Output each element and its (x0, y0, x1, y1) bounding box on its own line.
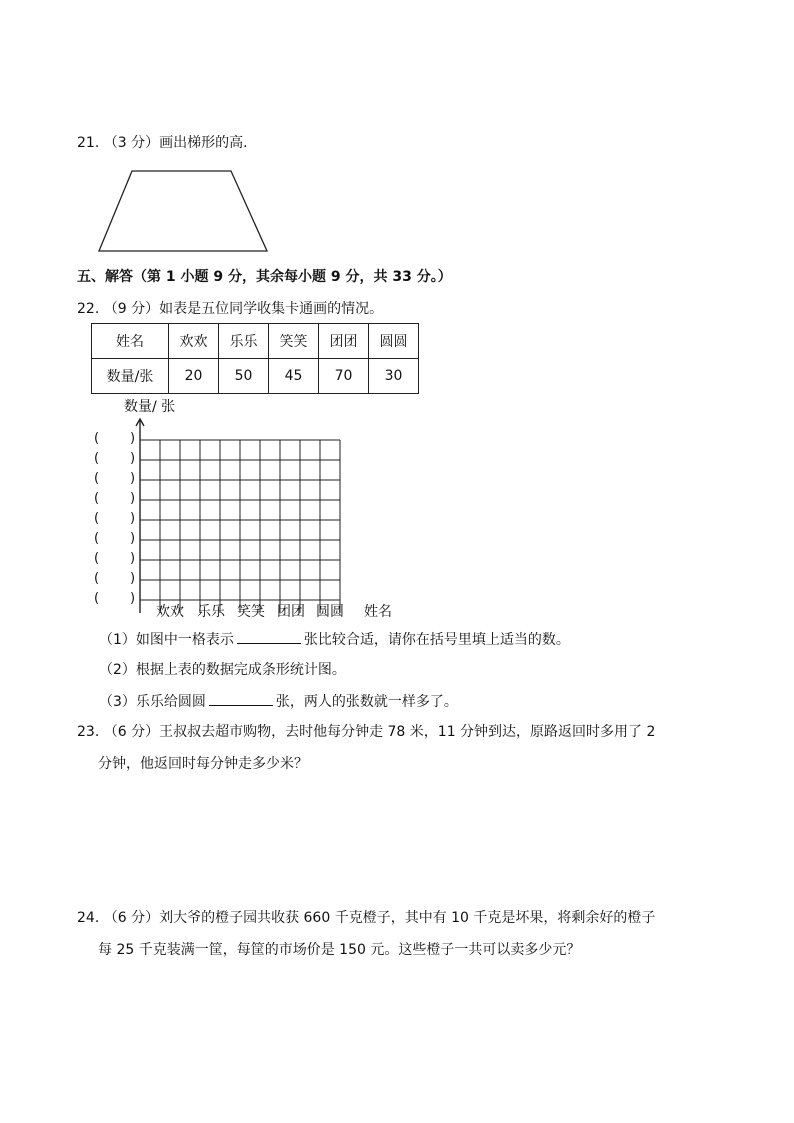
data-table (91, 323, 419, 394)
q22-text: 如表是五位同学收集卡通画的情况。 (159, 301, 384, 317)
q22-sub3-suffix: 张，两人的张数就一样多了。 (275, 694, 458, 710)
answer-blank[interactable] (237, 629, 301, 644)
table-cell-name: 乐乐 (219, 324, 269, 359)
x-axis-label: 姓名 (364, 604, 392, 620)
q22-score: （9 分） (103, 301, 160, 317)
x-category-label: 团团 (277, 604, 305, 620)
right-paren: ) (130, 591, 136, 606)
q22-sub3 (99, 691, 458, 712)
table-cell-name: 笑笑 (269, 324, 319, 359)
left-paren: ( (94, 431, 100, 446)
table-cell-name: 圆圆 (369, 324, 419, 359)
left-paren: ( (94, 531, 100, 546)
answer-blank[interactable] (209, 691, 273, 706)
section-title: 五、解答（第 1 小题 9 分，其余每小题 9 分，共 33 分。） (77, 269, 452, 285)
q24-number: 24. (77, 910, 100, 926)
left-paren: ( (94, 511, 100, 526)
right-paren: ) (130, 511, 136, 526)
right-paren: ) (130, 471, 136, 486)
q21-text: 画出梯形的高. (159, 135, 248, 151)
left-paren: ( (94, 491, 100, 506)
x-category-label: 圆圆 (316, 604, 344, 620)
trapezoid-figure (96, 166, 272, 256)
table-cell-name: 欢欢 (169, 324, 219, 359)
left-paren: ( (94, 571, 100, 586)
q21-line (77, 133, 248, 153)
q21-score: （3 分） (103, 135, 160, 151)
q23-number: 23. (77, 724, 100, 740)
x-category-label: 笑笑 (237, 604, 265, 620)
bar-chart-grid (128, 418, 373, 613)
q22-number: 22. (77, 301, 100, 317)
table-cell-value: 70 (319, 359, 369, 394)
right-paren: ) (130, 551, 136, 566)
q22-sub3-prefix: （3）乐乐给圆圆 (99, 694, 206, 710)
chart-y-label: 数量/ 张 (124, 399, 176, 415)
table-header-name: 姓名 (92, 324, 169, 359)
left-paren: ( (94, 471, 100, 486)
right-paren: ) (130, 451, 136, 466)
left-paren: ( (94, 551, 100, 566)
q24-text-1: 刘大爷的橙子园共收获 660 千克橙子，其中有 10 千克是坏果，将剩余好的橙子 (159, 910, 656, 926)
right-paren: ) (130, 531, 136, 546)
q22-sub1-prefix: （1）如图中一格表示 (99, 632, 234, 648)
right-paren: ) (130, 491, 136, 506)
q22-line (77, 299, 383, 319)
table-cell-name: 团团 (319, 324, 369, 359)
table-row-values (92, 359, 419, 394)
table-cell-value: 45 (269, 359, 319, 394)
x-category-label: 欢欢 (156, 604, 184, 620)
q24-score: （6 分） (103, 910, 160, 926)
table-cell-value: 30 (369, 359, 419, 394)
q23-line1 (77, 722, 655, 742)
x-category-label: 乐乐 (197, 604, 225, 620)
q22-sub1-suffix: 张比较合适，请你在括号里填上适当的数。 (303, 632, 570, 648)
left-paren: ( (94, 451, 100, 466)
table-cell-value: 20 (169, 359, 219, 394)
q21-number: 21. (77, 135, 100, 151)
table-header-value: 数量/张 (92, 359, 169, 394)
q23-line2: 分钟，他返回时每分钟走多少米？ (98, 756, 308, 772)
table-row-names (92, 324, 419, 359)
q24-line2: 每 25 千克装满一筐，每筐的市场价是 150 元。这些橙子一共可以卖多少元？ (98, 942, 581, 958)
trapezoid-shape (99, 171, 267, 251)
q23-text-1: 王叔叔去超市购物，去时他每分钟走 78 米，11 分钟到达，原路返回时多用了 2 (159, 724, 656, 740)
right-paren: ) (130, 431, 136, 446)
q24-line1 (77, 908, 655, 928)
q22-sub1 (99, 629, 570, 650)
left-paren: ( (94, 591, 100, 606)
right-paren: ) (130, 571, 136, 586)
q23-score: （6 分） (103, 724, 160, 740)
table-cell-value: 50 (219, 359, 269, 394)
q22-sub2: （2）根据上表的数据完成条形统计图。 (99, 662, 346, 678)
